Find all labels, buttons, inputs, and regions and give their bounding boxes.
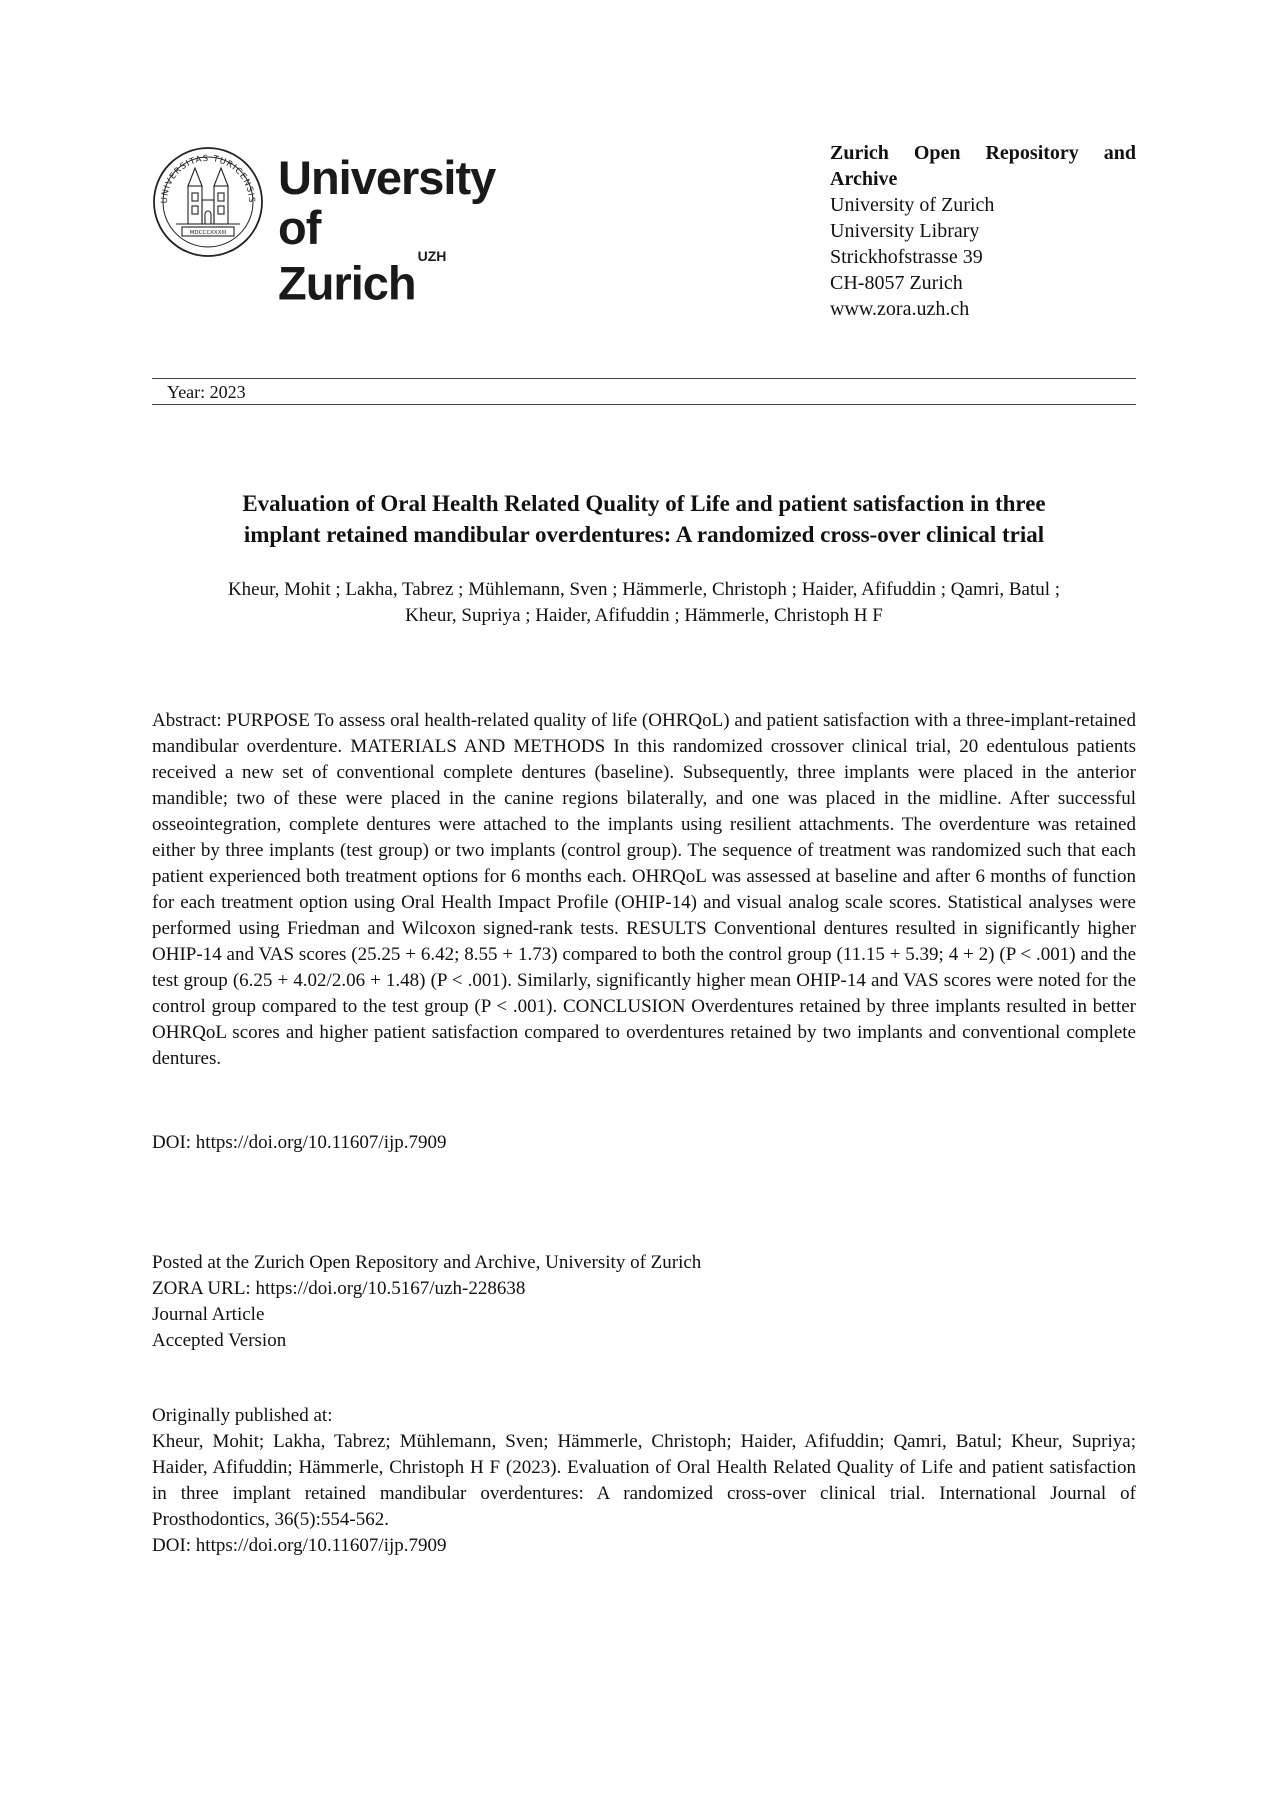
repository-line: University Library <box>830 220 980 242</box>
repository-line: Strickhofstrasse 39 <box>830 246 983 268</box>
university-seal-icon <box>152 146 264 258</box>
article-abstract: Abstract: PURPOSE To assess oral health-related quality of life (OHRQoL) and patient satisfaction with a three-implant-retained mandibular overdenture. MATERIALS AND METHODS In this randomized crossover clinical trial, 20 edentulous patients received a new set of conventional complete dentures (baseline). Subsequently, three implants were placed in the anterior mandible; two of these were placed in the canine regions bilaterally, and one was placed in the midline. After successful osseointegration, complete dentures were attached to the implants using resilient attachments. The overdenture was retained either by three implants (test group) or two implants (control group). The sequence of treatment was randomized such that each patient experienced both treatment options for 6 months each. OHRQoL was assessed at baseline and after 6 months of function for each treatment option using Oral Health Impact Profile (OHIP-14) and visual analog scale scores. Statistical analyses were performed using Friedman and Wilcoxon signed-rank tests. RESULTS Conventional dentures resulted in significantly higher OHIP-14 and VAS scores (25.25 + 6.42; 8.55 + 1.73) compared to both the control group (11.15 + 5.39; 4 + 2) (P < .001) and the test group (6.25 + 4.02/2.06 + 1.48) (P < .001). Similarly, significantly higher mean OHIP-14 and VAS scores were noted for the control group compared to the test group (P < .001). CONCLUSION Overdentures retained by three implants resulted in better OHRQoL scores and higher patient satisfaction compared to overdentures retained by two implants and conventional complete dentures. <box>152 710 1136 1069</box>
university-wordmark <box>278 153 532 309</box>
published-label: Originally published at: <box>152 1405 333 1426</box>
wordmark-superscript: UZH <box>417 248 447 264</box>
posted-line: Posted at the Zurich Open Repository and Archive, University of Zurich <box>152 1252 702 1273</box>
zora-url-link[interactable]: ZORA URL: https://doi.org/10.5167/uzh-228638 <box>152 1278 526 1299</box>
authors-line: Kheur, Supriya ; Haider, Afifuddin ; Hämmerle, Christoph H F <box>405 605 883 626</box>
title-line: implant retained mandibular overdentures: A randomized cross-over clinical trial <box>243 522 1045 547</box>
posted-line: Accepted Version <box>152 1330 287 1351</box>
authors-line: Kheur, Mohit ; Lakha, Tabrez ; Mühlemann, Sven ; Hämmerle, Christoph ; Haider, Afifuddin ; Qamri, Batul ; <box>227 579 1061 600</box>
wordmark-line1: University of <box>278 151 496 254</box>
posted-info <box>152 1250 1136 1354</box>
repository-address <box>830 140 1136 322</box>
article-title <box>152 488 1136 550</box>
article-doi-link[interactable]: DOI: https://doi.org/10.11607/ijp.7909 <box>152 1132 447 1153</box>
published-info <box>152 1403 1136 1559</box>
repository-url[interactable]: www.zora.uzh.ch <box>830 298 970 320</box>
repository-title: Zurich Open Repository and Archive <box>830 142 1136 190</box>
year-bar <box>152 378 1136 405</box>
seal-year: MDCCCXXXIII <box>189 230 227 236</box>
university-logo <box>152 143 532 310</box>
posted-line: Journal Article <box>152 1304 265 1325</box>
citation-text: Kheur, Mohit; Lakha, Tabrez; Mühlemann, Sven; Hämmerle, Christoph; Haider, Afifuddin; Qamri, Batul; Kheur, Supriya; Haider, Afifuddin; Hämmerle, Christoph H F (2023). Evaluation of Oral Health Related Quality of Life and patient satisfaction in three implant retained mandibular overdentures: A randomized cross-over clinical trial. International Journal of Prosthodontics, 36(5):554-562. <box>152 1431 1136 1530</box>
title-line: Evaluation of Oral Health Related Quality of Life and patient satisfaction in three <box>242 491 1046 516</box>
repository-line: CH-8057 Zurich <box>830 272 963 294</box>
article-authors <box>152 577 1136 629</box>
year-label: Year: 2023 <box>167 382 246 402</box>
seal-text: UNIVERSITAS TURICENSIS <box>159 153 257 204</box>
wordmark-line2: Zurich$^{UZH}$ <box>278 248 447 310</box>
published-doi-link[interactable]: DOI: https://doi.org/10.11607/ijp.7909 <box>152 1535 447 1556</box>
svg-text:UNIVERSITAS TURICENSIS <box>160 154 256 204</box>
repository-line: University of Zurich <box>830 194 995 216</box>
